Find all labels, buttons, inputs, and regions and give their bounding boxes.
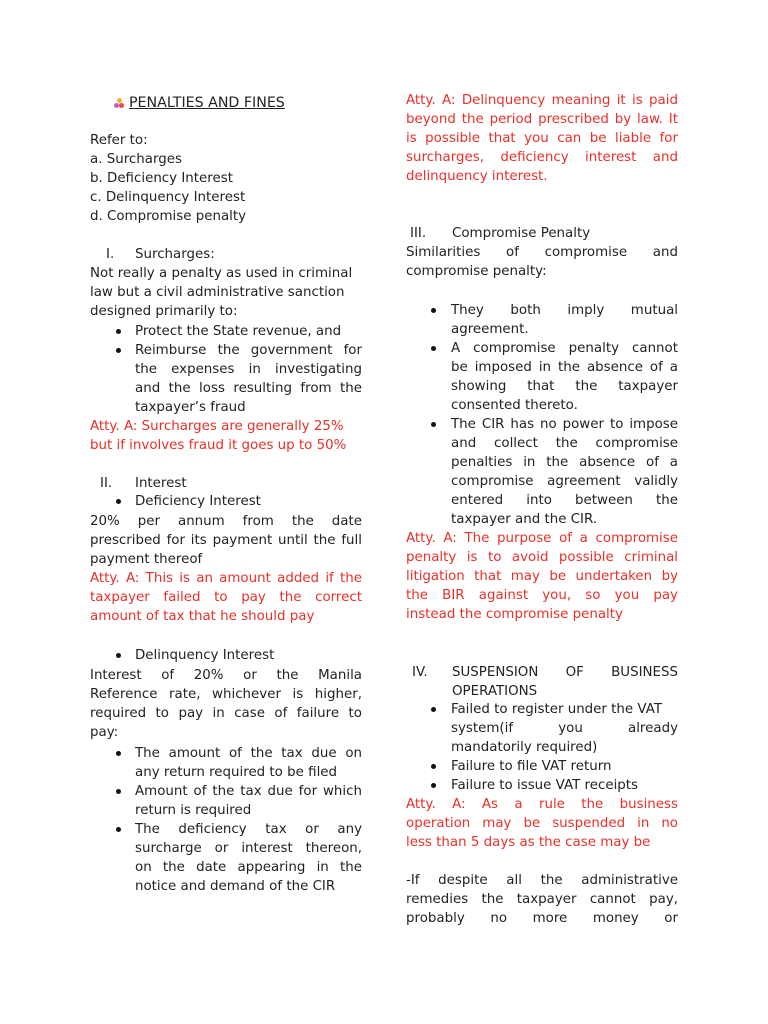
list-item: Deficiency Interest (135, 494, 261, 509)
section-heading: Interest (135, 476, 187, 491)
list-item: Failure to file VAT return (451, 759, 612, 774)
bullet-dot (431, 422, 436, 427)
bullet-dot (116, 751, 121, 756)
refer-item: c. Delinquency Interest (90, 190, 246, 205)
bullet-dot (116, 348, 121, 353)
bullet-dot (431, 346, 436, 351)
list-item: Protect the State revenue, and (135, 324, 342, 339)
refer-item: d. Compromise penalty (90, 209, 247, 224)
section-number: II. (100, 476, 113, 491)
bullet-dot (116, 329, 121, 334)
bullet-dot (116, 499, 121, 504)
section-number: IV. (412, 665, 428, 680)
section-number: I. (106, 247, 115, 262)
section-number: III. (410, 226, 427, 241)
bullet-dot (431, 764, 436, 769)
bullet-dot (116, 789, 121, 794)
bullet-dot (431, 707, 436, 712)
bullet-dot (431, 783, 436, 788)
refer-item: b. Deficiency Interest (90, 171, 233, 186)
section-heading: Compromise Penalty (452, 226, 591, 241)
document-title (114, 94, 285, 113)
list-item: Failure to issue VAT receipts (451, 778, 639, 793)
refer-item: a. Surcharges (90, 152, 182, 167)
bullet-dot (116, 827, 121, 832)
bullet-dot (116, 653, 121, 658)
bullet-dot (431, 308, 436, 313)
list-item: Delinquency Interest (135, 648, 275, 663)
title-text: PENALTIES AND FINES (129, 95, 285, 111)
section-heading: Surcharges: (135, 247, 215, 262)
bullet-flower-icon (114, 98, 125, 109)
refer-heading: Refer to: (90, 133, 148, 148)
